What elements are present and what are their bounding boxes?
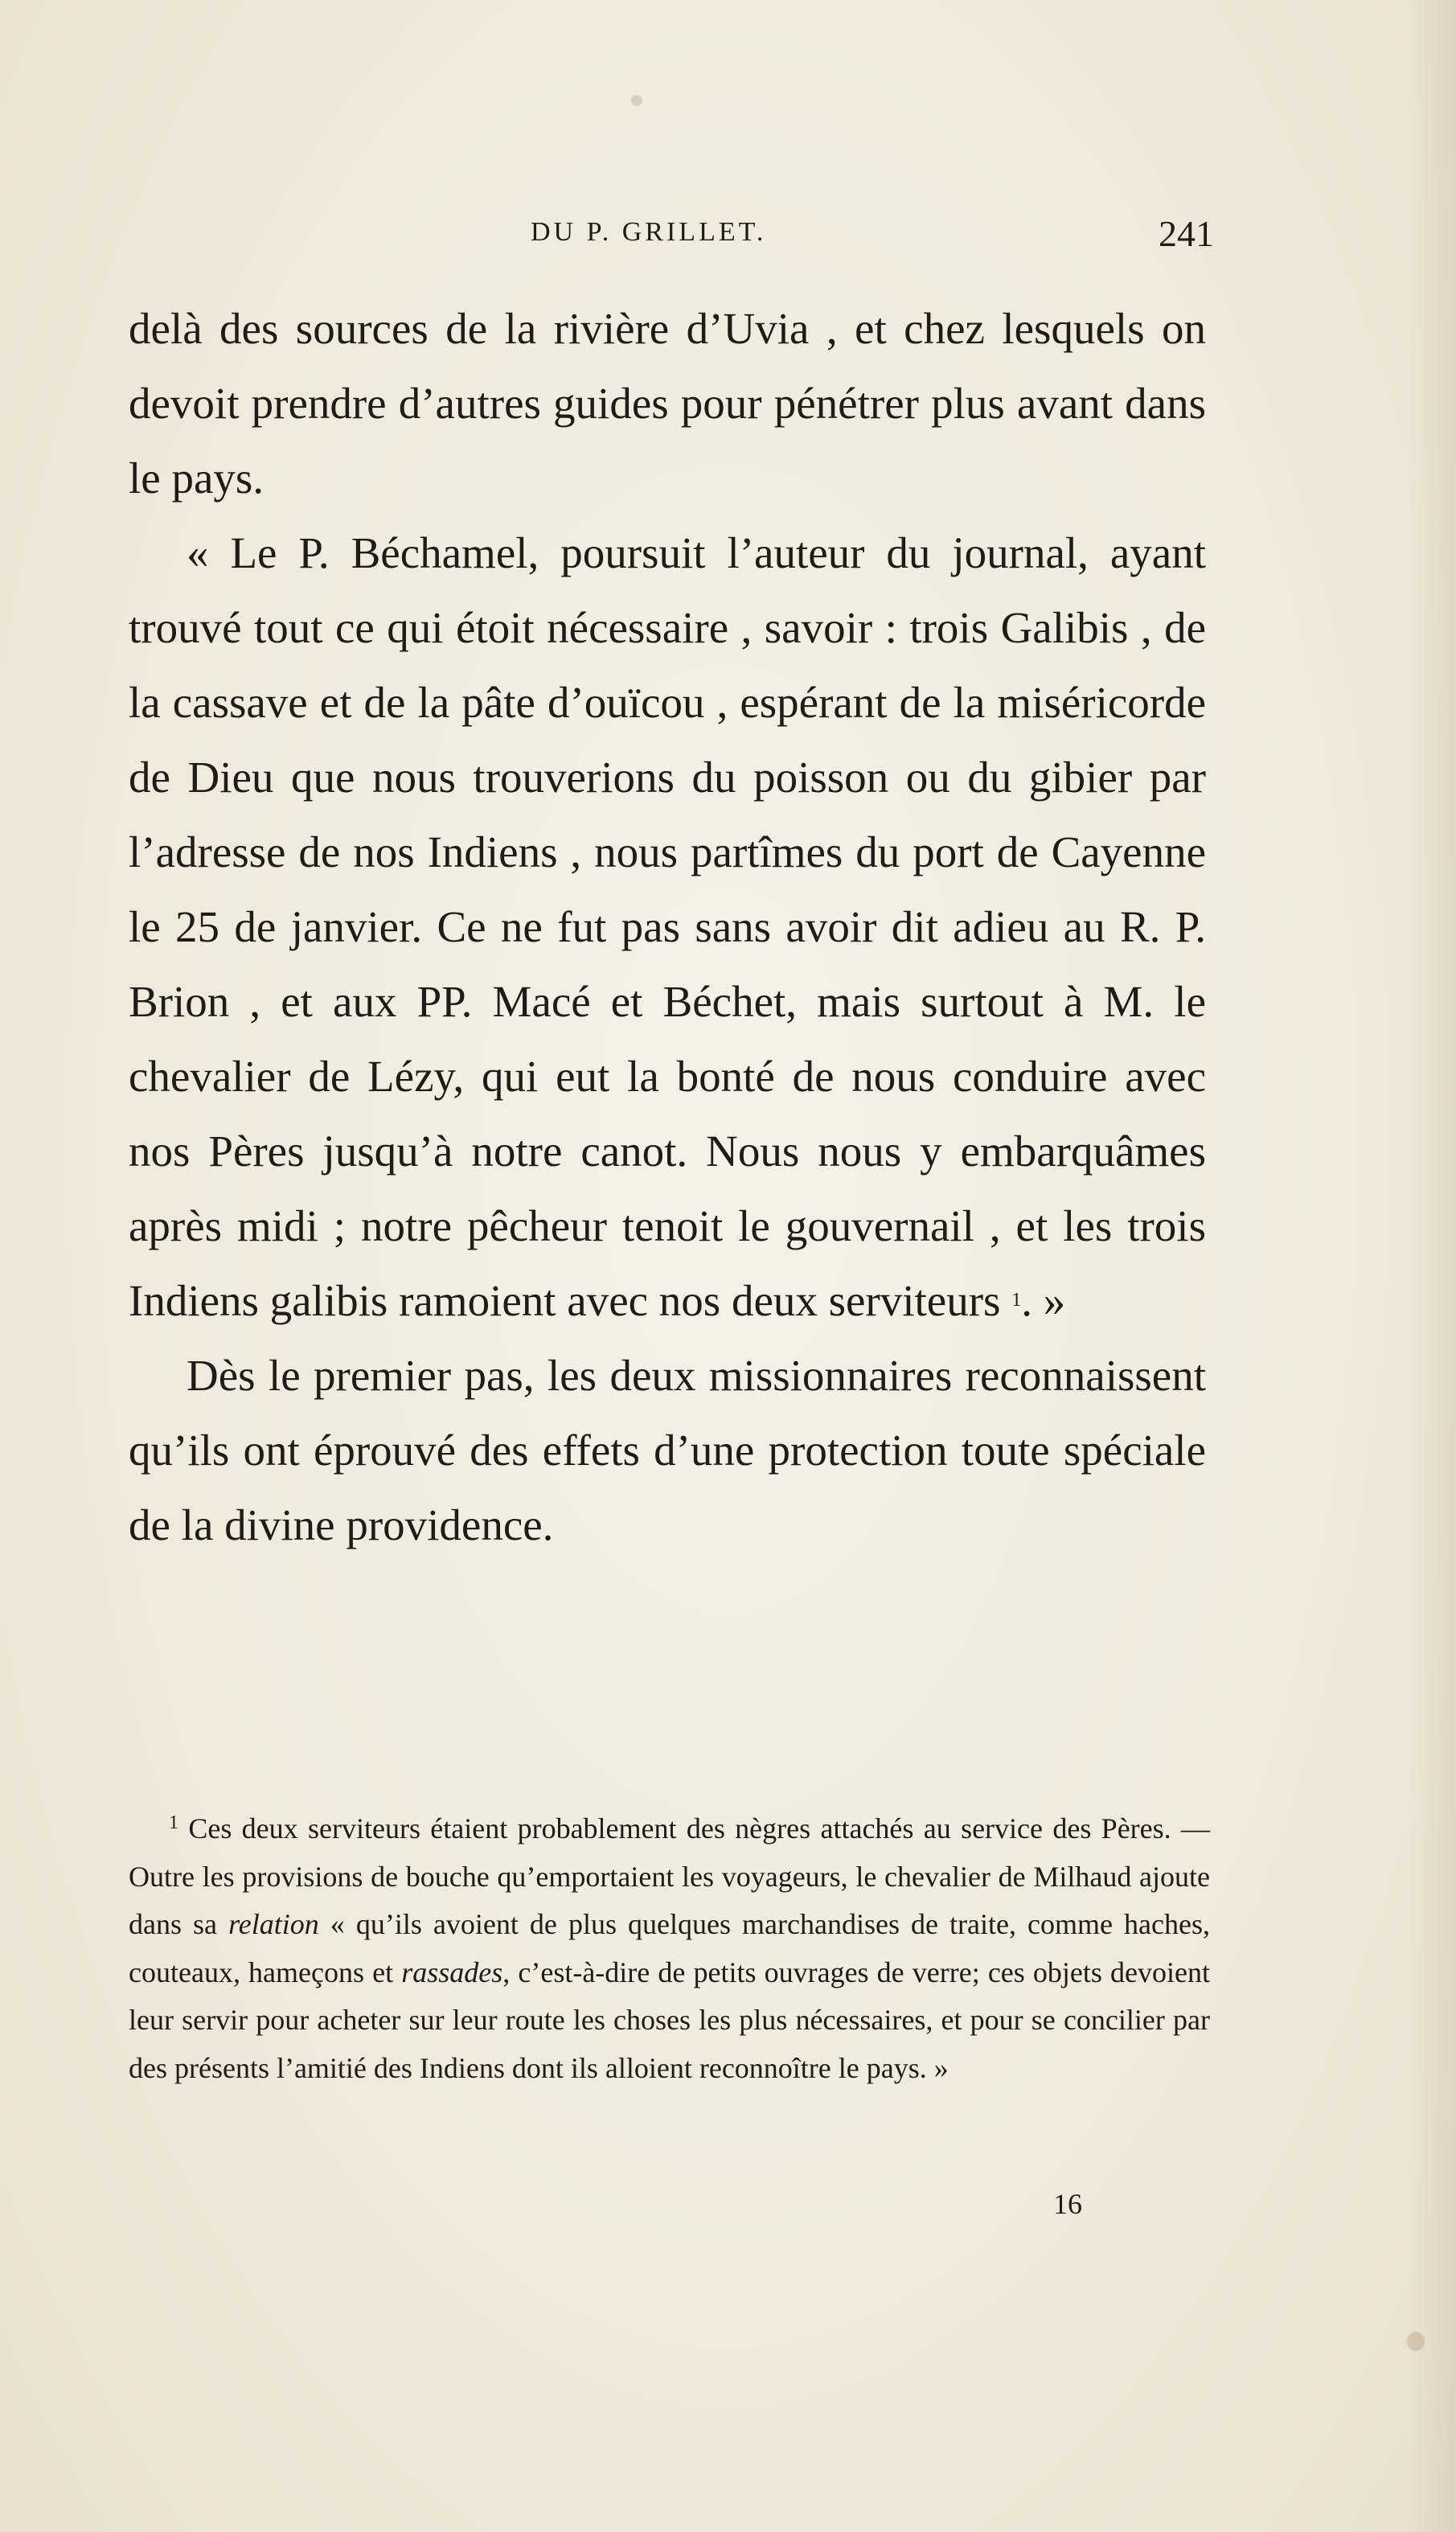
paragraph: delà des sources de la rivière d’Uvia , et chez lesquels on devoit prendre d’autres guides pour pénétrer plus avant dans le pays. xyxy=(129,304,1206,503)
paragraph xyxy=(129,515,1206,1338)
page-edge-shadow xyxy=(1408,0,1456,2532)
running-title: DU P. GRILLET. xyxy=(531,217,767,247)
body-text xyxy=(129,291,1206,1562)
paper-stain xyxy=(631,95,642,106)
running-head xyxy=(129,213,1214,265)
footnote-text: , c’est-à-dire de petits ouvrages de verre; ces objets devoient leur servir pour acheter sur leur route les choses les plus nécessaires, et pour se concilier par des présents l’amitié des Indiens dont ils alloient reconnoître le pays. » xyxy=(129,1955,1210,2084)
footnote-reference: 1 xyxy=(1011,1290,1022,1311)
footnote-italic: relation xyxy=(228,1908,319,1940)
footnote-italic: rassades xyxy=(401,1955,503,1988)
footnote xyxy=(129,1799,1210,2092)
footnotes xyxy=(129,1799,1210,2092)
page-number: 241 xyxy=(1159,213,1214,254)
footnote-marker: 1 xyxy=(169,1812,178,1833)
footnote-text: Ces deux serviteurs étaient probablement des nègres attachés au service des Pères. — Outre les provisions de bouche qu’emportaient les voyageurs, le chevalier de Milhaud ajoute dans sa xyxy=(129,1812,1210,1940)
paragraph-text: « Le P. Béchamel, poursuit l’auteur du journal, ayant trouvé tout ce qui étoit nécessaire , savoir : trois Galibis , de la cassave et de la pâte d’ouïcou , espérant de la miséricorde de Dieu que nous trouverions du poisson ou du gibier par l’adresse de nos Indiens , nous partîmes du port de Cayenne le 25 de janvier. Ce ne fut pas sans avoir dit adieu au R. P. Brion , et aux PP. Macé et Béchet, mais surtout à M. le chevalier de Lézy, qui eut la bonté de nous conduire avec nos Pères jusqu’à notre canot. Nous nous y embarquâmes après midi ; notre pêcheur tenoit le gouvernail , et les trois Indiens galibis ramoient avec nos deux serviteurs xyxy=(129,528,1206,1325)
paragraph: Dès le premier pas, les deux missionnaires reconnaissent qu’ils ont éprouvé des effets d’une protection toute spéciale de la divine providence. xyxy=(129,1351,1206,1549)
quote-close: . » xyxy=(1021,1276,1066,1325)
paper-stain xyxy=(1407,2332,1425,2351)
footnote-text: « qu’ils avoient de plus quelques marchandises de traite, comme haches, couteaux, hameçons et xyxy=(129,1908,1210,1988)
signature-mark: 16 xyxy=(1053,2188,1082,2220)
